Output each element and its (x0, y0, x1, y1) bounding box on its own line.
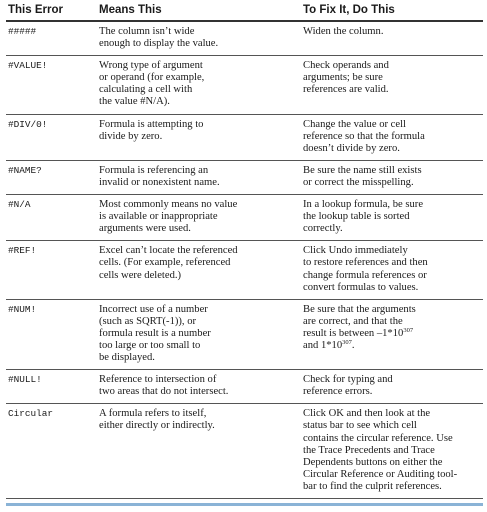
text-line (303, 340, 479, 352)
bottom-rule (6, 503, 483, 506)
error-code: #VALUE! (6, 56, 95, 114)
text-line: status bar to see which cell (303, 420, 417, 432)
fix-cell (297, 195, 483, 241)
text-line: Change the value or cell (303, 118, 406, 130)
text-line: Excel can’t locate the referenced (99, 245, 238, 257)
text-line: cells were deleted.) (99, 269, 182, 281)
text-line: two areas that do not intersect. (99, 386, 229, 398)
text-line: Click OK and then look at the (303, 408, 431, 420)
text-line: Most commonly means no value (99, 199, 238, 211)
text-line: arguments were used. (99, 223, 191, 235)
text-line: convert formulas to values. (303, 281, 419, 293)
text-line (303, 328, 479, 340)
text-line: Formula is attempting to (99, 118, 204, 130)
text-line: Click Undo immediately (303, 245, 408, 257)
text-line: are correct, and that the (303, 315, 403, 327)
header-row (6, 1, 483, 21)
text-line: Reference to intersection of (99, 374, 217, 386)
text-line: to restore references and then (303, 257, 428, 269)
table-row (6, 56, 483, 114)
fix-cell (297, 241, 483, 299)
meaning-cell (95, 404, 297, 499)
fix-cell (297, 160, 483, 194)
meaning-cell (95, 56, 297, 114)
meaning-cell (95, 241, 297, 299)
error-code: ##### (6, 21, 95, 56)
text-line: doesn’t divide by zero. (303, 142, 400, 154)
text-line: Be sure the name still exists (303, 164, 422, 176)
table-row (6, 160, 483, 194)
error-code: #REF! (6, 241, 95, 299)
text-line: change formula references or (303, 269, 427, 281)
text-line: cells. (For example, referenced (99, 257, 231, 269)
range-upper-text: and 1*10 (303, 339, 343, 351)
text-line: Wrong type of argument (99, 60, 203, 72)
error-code: Circular (6, 404, 95, 499)
header-error: This Error (6, 1, 95, 21)
period: . (351, 339, 355, 351)
text-line: The column isn’t wide (99, 26, 195, 37)
text-line: In a lookup formula, be sure (303, 199, 424, 211)
text-line: Circular Reference or Auditing tool- (303, 468, 458, 480)
text-line: or operand (for example, (99, 72, 205, 84)
meaning-cell (95, 160, 297, 194)
exponent: 307 (342, 338, 352, 346)
exponent: 307 (403, 326, 414, 334)
error-code: #N/A (6, 195, 95, 241)
fix-cell (297, 299, 483, 369)
text-line: the lookup table is sorted (303, 211, 410, 223)
table-row (6, 299, 483, 369)
text-line: Incorrect use of a number (99, 303, 208, 315)
text-line: references are valid. (303, 84, 389, 96)
text-line: enough to display the value. (99, 38, 219, 50)
table-row (6, 370, 483, 404)
error-code: #NAME? (6, 160, 95, 194)
text-line: either directly or indirectly. (99, 420, 215, 432)
text-line: Check for typing and (303, 374, 393, 386)
text-line: Widen the column. (303, 26, 384, 37)
text-line: bar to find the culprit references. (303, 480, 442, 492)
text-line: Formula is referencing an (99, 164, 209, 176)
table-row (6, 404, 483, 499)
table-row (6, 241, 483, 299)
text-line: the Trace Precedents and Trace (303, 444, 435, 456)
text-line: arguments; be sure (303, 72, 383, 84)
text-line: the value #N/A). (99, 96, 170, 108)
text-line: contains the circular reference. Use (303, 432, 453, 444)
error-code: #DIV/0! (6, 114, 95, 160)
error-reference-table (6, 1, 483, 499)
header-means: Means This (95, 1, 297, 21)
table-row (6, 114, 483, 160)
meaning-cell (95, 370, 297, 404)
text-line: (such as SQRT(-1)), or (99, 315, 197, 327)
fix-cell (297, 370, 483, 404)
meaning-cell (95, 299, 297, 369)
text-line: too large or too small to (99, 339, 201, 351)
text-line: divide by zero. (99, 130, 163, 142)
table-row (6, 21, 483, 56)
text-line: be displayed. (99, 352, 155, 364)
text-line: Be sure that the arguments (303, 303, 416, 315)
text-line: or correct the misspelling. (303, 176, 414, 188)
range-lower-text: result is between –1*10 (303, 327, 404, 339)
text-line: calculating a cell with (99, 84, 193, 96)
text-line: A formula refers to itself, (99, 408, 207, 420)
table-row (6, 195, 483, 241)
text-line: Check operands and (303, 60, 389, 72)
text-line: reference errors. (303, 386, 373, 398)
text-line: formula result is a number (99, 327, 211, 339)
error-code: #NUM! (6, 299, 95, 369)
text-line: Dependents buttons on either the (303, 456, 443, 468)
fix-cell (297, 404, 483, 499)
text-line: correctly. (303, 223, 343, 235)
fix-cell (297, 21, 483, 56)
fix-cell (297, 56, 483, 114)
fix-cell (297, 114, 483, 160)
meaning-cell (95, 195, 297, 241)
error-code: #NULL! (6, 370, 95, 404)
meaning-cell (95, 114, 297, 160)
meaning-cell (95, 21, 297, 56)
header-fix: To Fix It, Do This (297, 1, 483, 21)
text-line: invalid or nonexistent name. (99, 176, 220, 188)
text-line: reference so that the formula (303, 130, 425, 142)
text-line: is available or inappropriate (99, 211, 218, 223)
